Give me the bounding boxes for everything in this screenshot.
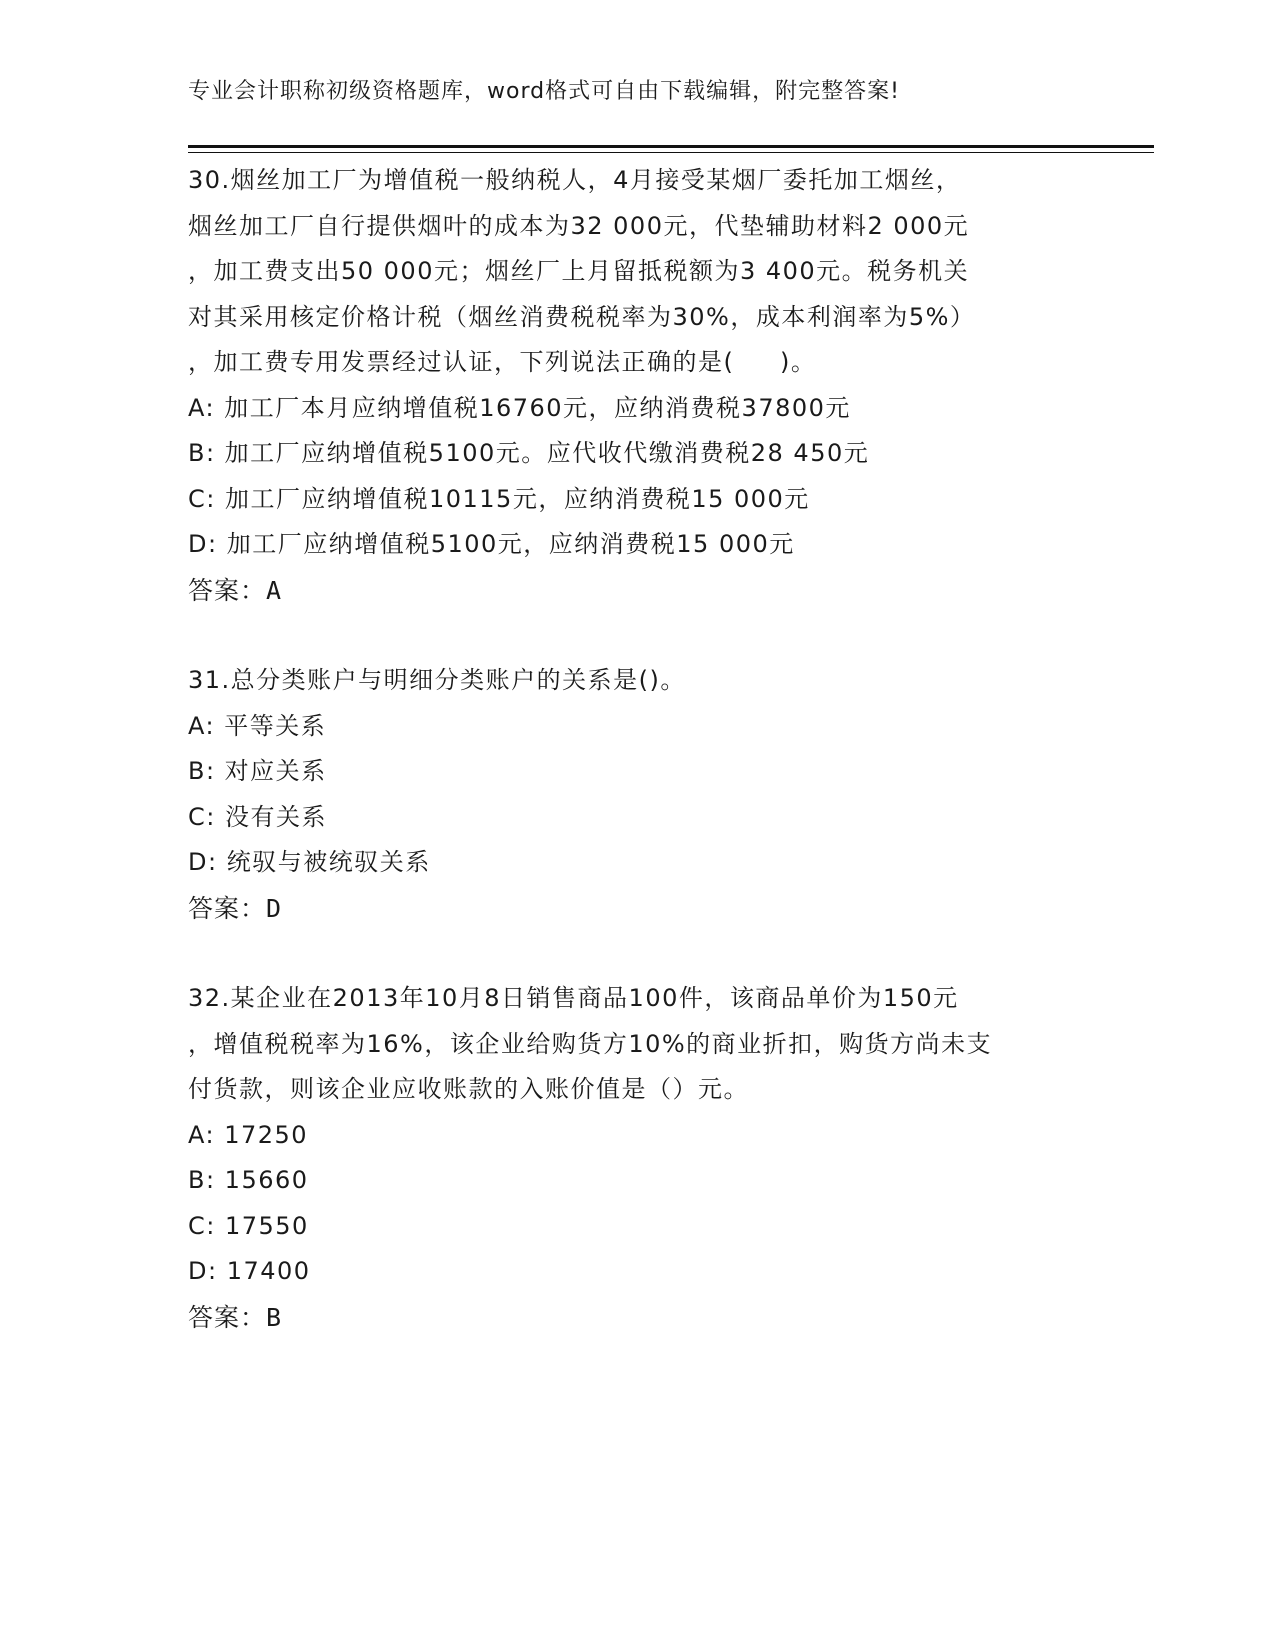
question-stem-line: 31.总分类账户与明细分类账户的关系是()。 (188, 666, 686, 694)
answer-line: 答案：D (188, 893, 283, 923)
question-stem-line: 对其采用核定价格计税（烟丝消费税税率为30%，成本利润率为5%） (188, 302, 976, 331)
option-d: D: 统驭与被统驭关系 (188, 848, 431, 876)
answer-line: 答案：B (188, 1302, 283, 1332)
question-stem-line: 烟丝加工厂自行提供烟叶的成本为32 000元，代垫辅助材料2 000元 (188, 211, 970, 240)
question-stem-line: ，加工费支出50 000元；烟丝厂上月留抵税额为3 400元。税务机关 (188, 257, 970, 285)
header-rule-thin (188, 152, 1154, 153)
page-header-text: 专业会计职称初级资格题库，word格式可自由下载编辑，附完整答案! (188, 79, 900, 104)
question-stem-line: 付货款，则该企业应收账款的入账价值是（）元。 (188, 1075, 749, 1103)
option-a: A: 平等关系 (188, 711, 327, 740)
question-block-32 (188, 976, 1088, 1340)
option-c: C: 17550 (188, 1211, 309, 1240)
question-spacer (188, 931, 1088, 976)
question-stem-line: 30.烟丝加工厂为增值税一般纳税人，4月接受某烟厂委托加工烟丝， (188, 166, 962, 194)
option-d: D: 17400 (188, 1257, 311, 1285)
answer-line: 答案：A (188, 575, 283, 605)
option-d: D: 加工厂应纳增值税5100元，应纳消费税15 000元 (188, 530, 795, 558)
question-block-31 (188, 658, 1088, 931)
question-stem-line: 32.某企业在2013年10月8日销售商品100件，该商品单价为150元 (188, 984, 959, 1012)
question-block-30 (188, 158, 1088, 613)
option-b: B: 15660 (188, 1166, 309, 1194)
question-spacer (188, 613, 1088, 658)
option-b: B: 加工厂应纳增值税5100元。应代收代缴消费税28 450元 (188, 439, 870, 467)
question-list (188, 158, 1088, 1340)
question-stem-line: ，加工费专用发票经过认证，下列说法正确的是( )。 (188, 348, 817, 376)
option-a: A: 17250 (188, 1120, 309, 1149)
option-c: C: 没有关系 (188, 802, 327, 831)
option-b: B: 对应关系 (188, 757, 327, 785)
option-c: C: 加工厂应纳增值税10115元，应纳消费税15 000元 (188, 484, 810, 513)
option-a: A: 加工厂本月应纳增值税16760元，应纳消费税37800元 (188, 393, 851, 422)
header-rule-thick (188, 145, 1154, 148)
question-stem-line: ，增值税税率为16%，该企业给购货方10%的商业折扣，购货方尚未支 (188, 1029, 993, 1058)
